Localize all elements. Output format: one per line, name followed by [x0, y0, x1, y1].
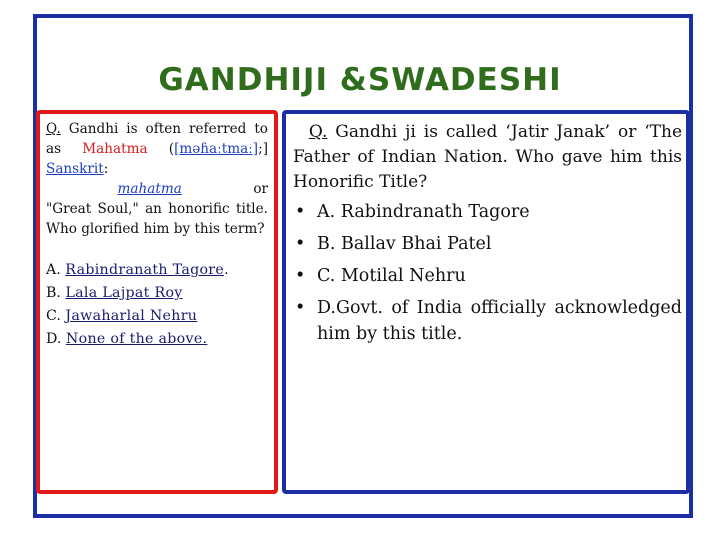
option-text: D.Govt. of India officially acknowledged him by this title.: [317, 298, 682, 344]
question-text-part: Gandhi is often referred to as: [46, 121, 268, 157]
sanskrit-link[interactable]: Sanskrit: [46, 161, 104, 177]
right-option-a: [293, 199, 682, 225]
right-option-c: [293, 263, 682, 289]
left-options-list: [46, 259, 268, 351]
question-label: Q.: [46, 121, 61, 137]
bullet-icon: •: [295, 298, 306, 318]
right-options-list: [293, 199, 682, 347]
bullet-icon: •: [295, 266, 306, 286]
colon: :: [103, 161, 109, 177]
right-option-b: [293, 231, 682, 257]
paren-close: ;: [258, 141, 263, 157]
option-link[interactable]: None of the above.: [65, 331, 208, 347]
question-text: Gandhi ji is called ‘Jatir Janak’ or ‘The Father of Indian Nation. Who gave him this Honorific Title?: [293, 122, 683, 192]
bullet-icon: •: [295, 234, 306, 254]
left-option-a: [46, 259, 268, 282]
option-letter: A.: [46, 262, 66, 278]
option-letter: B.: [46, 285, 66, 301]
option-link[interactable]: Lala Lajpat Roy: [65, 285, 183, 301]
question-label: Q.: [308, 122, 328, 142]
bullet-icon: •: [295, 202, 306, 222]
left-question-panel: [36, 110, 278, 494]
option-text: C. Motilal Nehru: [317, 266, 466, 286]
option-link[interactable]: Rabindranath Tagore: [65, 262, 225, 278]
mahatma-or-line: [46, 179, 268, 199]
slide-title: GANDHIJI &SWADESHI: [158, 62, 562, 98]
question-text-end: "Great Soul," an honorific title. Who glorified him by this term?: [46, 201, 268, 237]
option-letter: D.: [46, 331, 66, 347]
mahatma-italic-link[interactable]: mahatma: [117, 181, 182, 197]
left-option-b: [46, 282, 268, 305]
right-option-d: [293, 295, 682, 347]
ipa-link[interactable]: [məɦaːtmaː]: [174, 141, 259, 157]
left-option-d: [46, 328, 268, 351]
right-question-panel: [282, 110, 690, 494]
right-question-text: [293, 120, 682, 195]
or-word: or: [253, 181, 268, 197]
left-question-text: Q. Gandhi is often referred to as Mahatma ([məɦaːtmaː];] Sanskrit: mahatma or "Great Soul," an honorific title. Who glorified him by this term?: [46, 121, 268, 237]
option-text: A. Rabindranath Tagore: [317, 202, 530, 222]
option-link[interactable]: Jawaharlal Nehru: [65, 308, 198, 324]
left-option-c: [46, 305, 268, 328]
option-text: B. Ballav Bhai Patel: [317, 234, 492, 254]
option-letter: C.: [46, 308, 66, 324]
paren-open: (: [147, 141, 175, 157]
option-suffix: .: [224, 262, 229, 278]
mahatma-word: Mahatma: [82, 141, 148, 157]
